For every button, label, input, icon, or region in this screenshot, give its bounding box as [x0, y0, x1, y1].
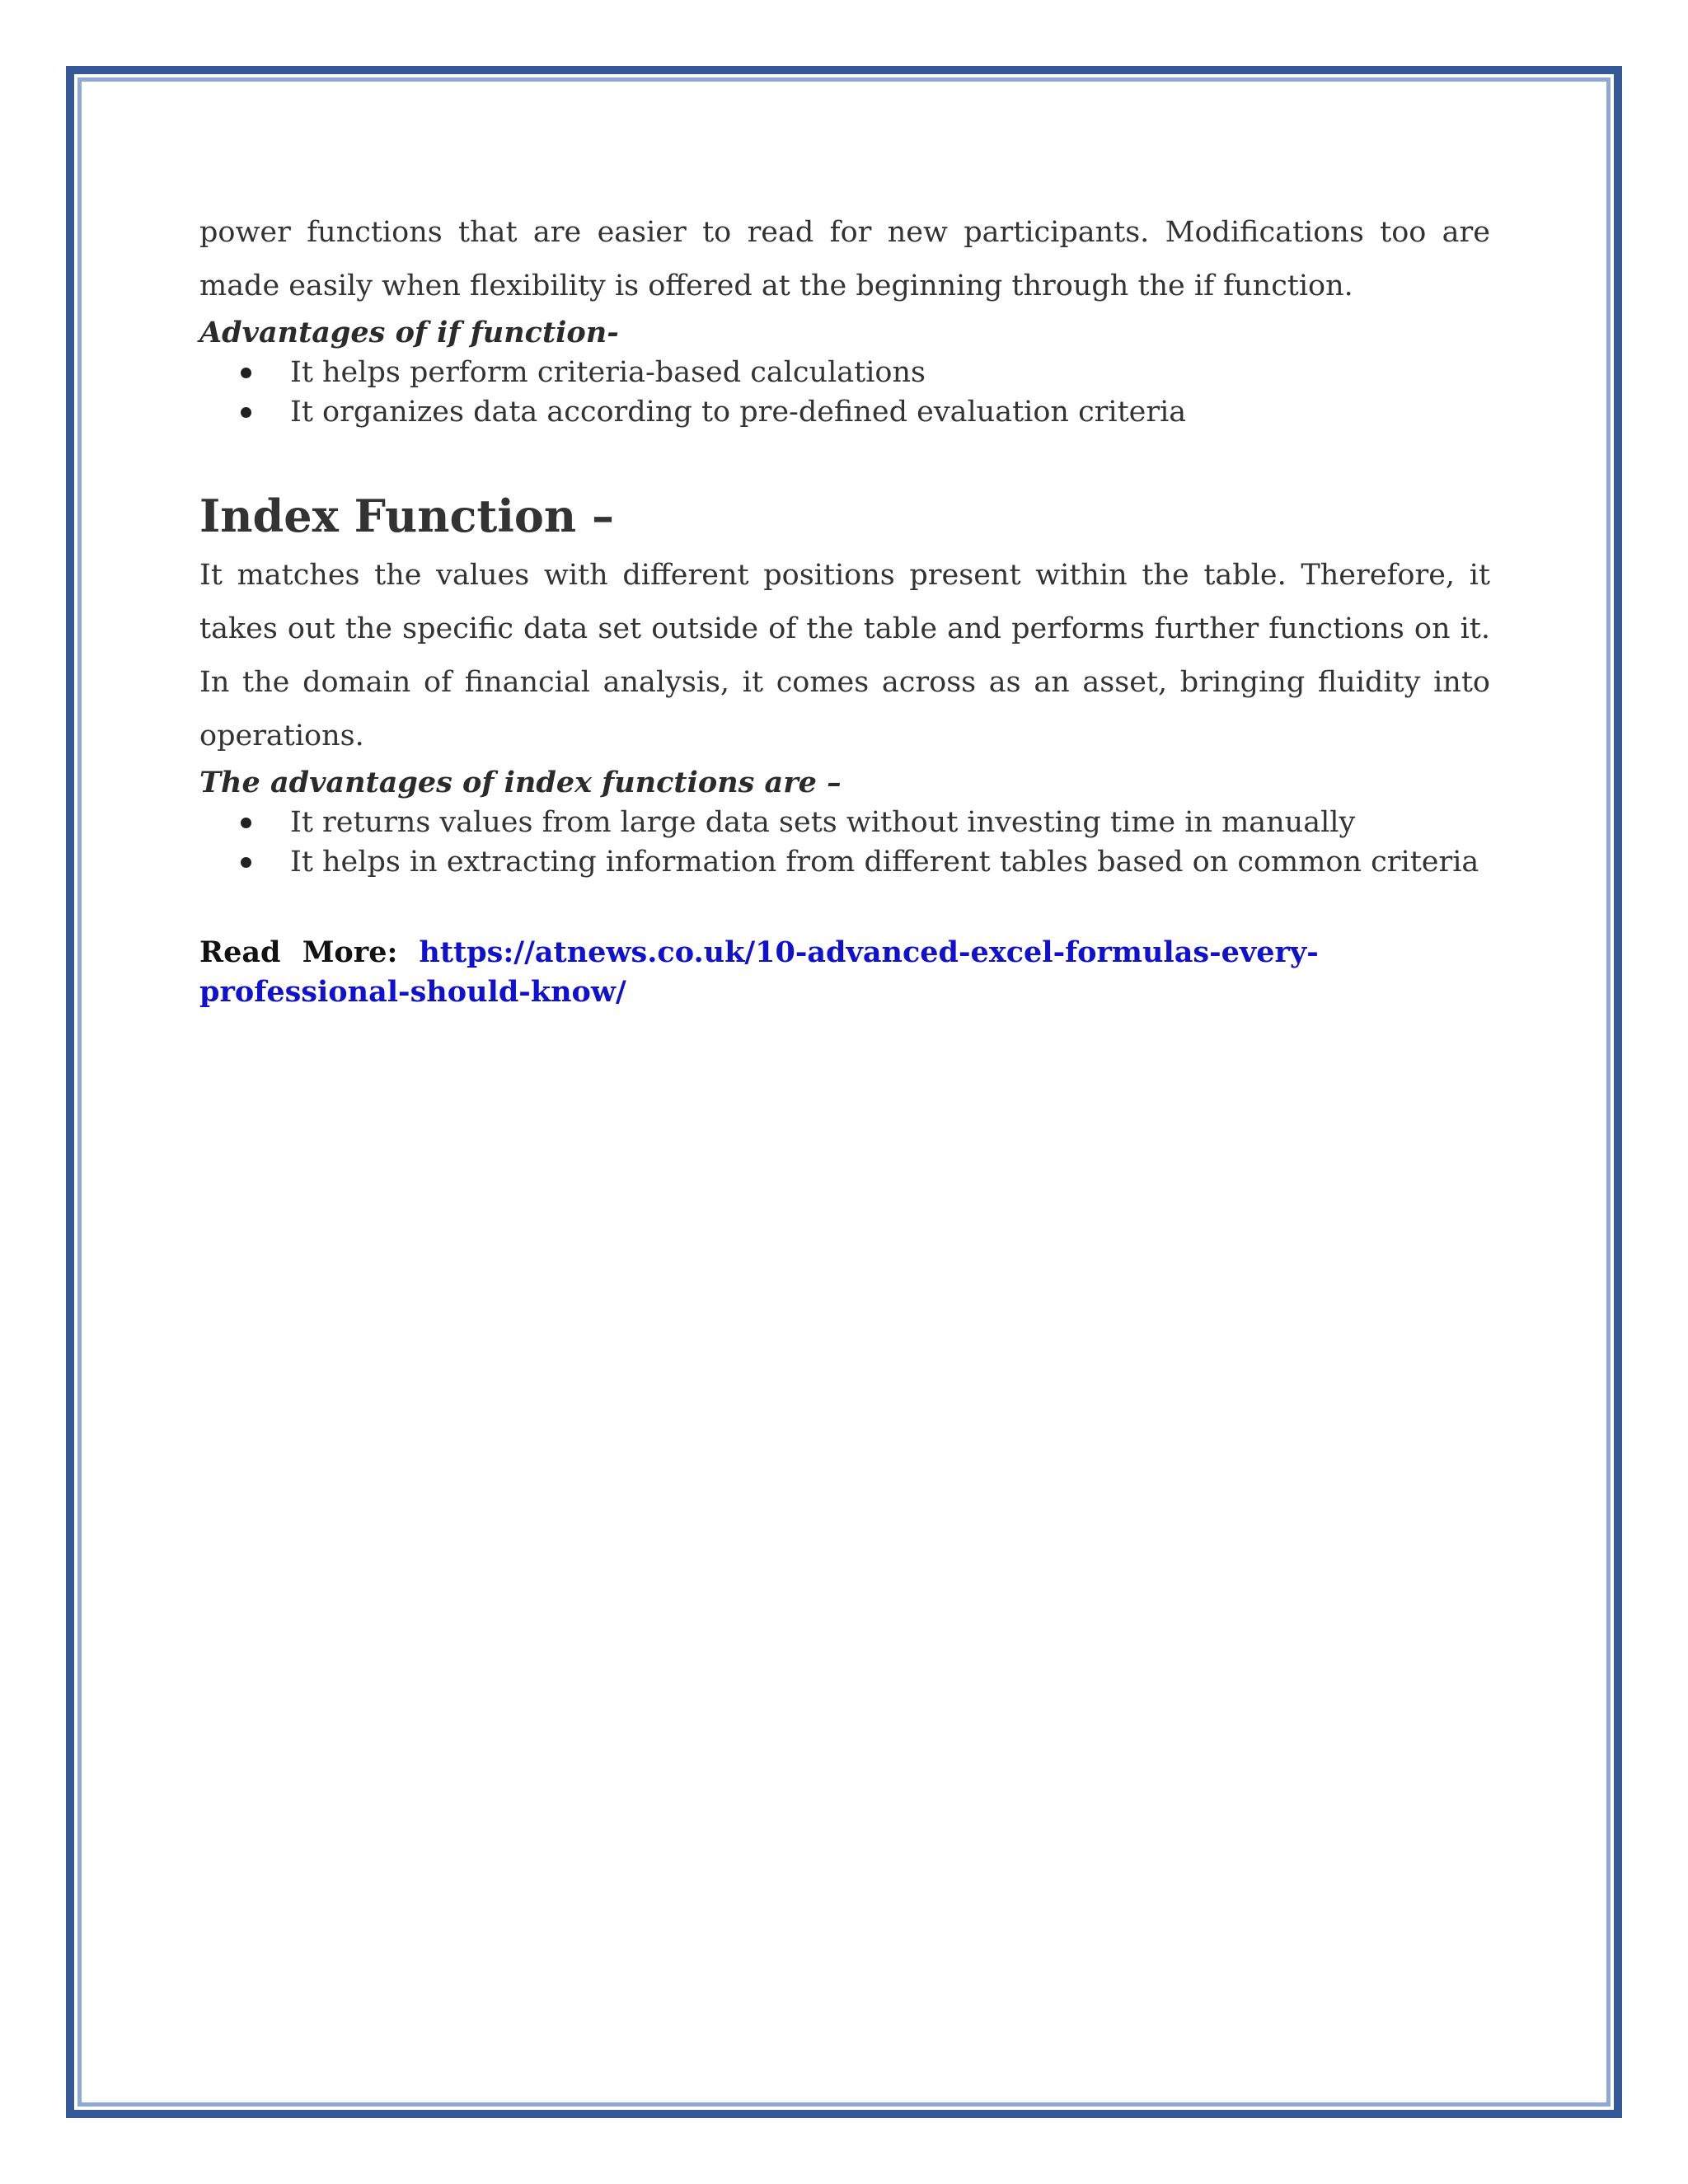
if-advantages-list: [199, 353, 1490, 432]
list-item: [199, 842, 1490, 882]
list-item-text: It helps perform criteria-based calculations: [290, 356, 926, 389]
index-advantages-list: [199, 803, 1490, 882]
bullet-icon: [241, 857, 251, 868]
page-content: [199, 206, 1490, 1012]
bullet-icon: [241, 407, 251, 418]
read-more-link[interactable]: https://atnews.co.uk/10-advanced-excel-formulas-every-professional-should-know/: [199, 935, 1319, 1009]
read-more-label: Read More:: [199, 935, 398, 969]
list-item: [199, 353, 1490, 392]
index-function-paragraph: It matches the values with different positions present within the table. Therefore, it takes out the specific data set outside of the table and performs further functions on it. In the domain of financial analysis, it comes across as an asset, bringing fluidity into operations.: [199, 559, 1490, 752]
intro-paragraph: power functions that are easier to read for new participants. Modifications too are made easily when flexibility is offered at the beginning through the if function.: [199, 216, 1490, 302]
list-item: [199, 392, 1490, 432]
index-function-heading: Index Function –: [199, 490, 614, 542]
if-advantages-title: Advantages of if function-: [199, 316, 619, 349]
list-item-text: It helps in extracting information from different tables based on common criteria: [290, 846, 1479, 879]
index-advantages-title: The advantages of index functions are –: [199, 766, 842, 799]
bullet-icon: [241, 818, 251, 828]
list-item-text: It organizes data according to pre-defined evaluation criteria: [290, 396, 1187, 429]
read-more: [199, 933, 1490, 1012]
list-item: [199, 803, 1490, 842]
list-item-text: It returns values from large data sets without investing time in manually: [290, 806, 1356, 839]
bullet-icon: [241, 368, 251, 378]
